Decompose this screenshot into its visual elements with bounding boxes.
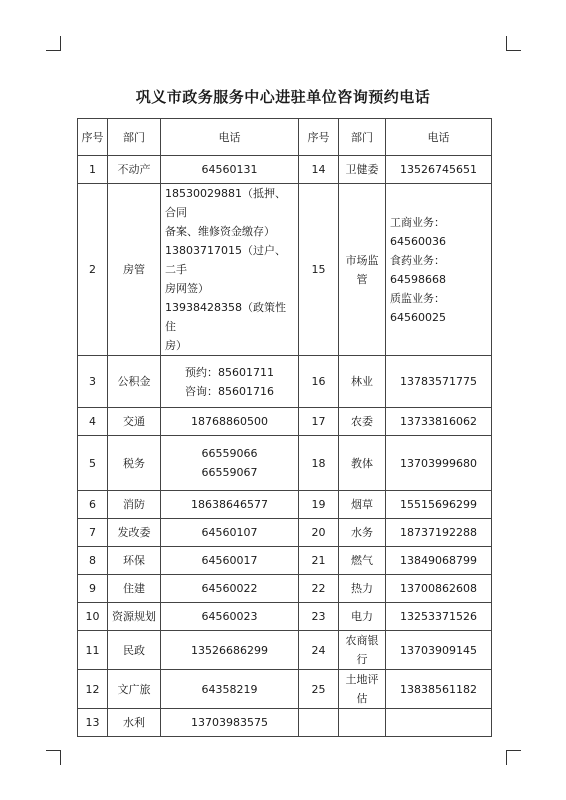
cell-dept: 消防 [108, 491, 161, 519]
cell-dept: 市场监管 [339, 184, 386, 356]
phone-line: 13938428358（政策性住 [165, 301, 286, 333]
page-title: 巩义市政务服务中心进驻单位咨询预约电话 [135, 88, 431, 106]
cell-dept [339, 709, 386, 737]
cell-dept: 卫健委 [339, 156, 386, 184]
phone-line: 房网签） [165, 282, 209, 295]
phone-line: 18530029881（抵押、合同 [165, 187, 286, 219]
table-row [78, 547, 492, 575]
table-row [78, 603, 492, 631]
table-row [78, 356, 492, 408]
cell-dept: 公积金 [108, 356, 161, 408]
phone-line: 预约：85601711 [185, 365, 274, 379]
cell-phone [161, 491, 299, 519]
cell-dept: 农商银行 [339, 631, 386, 670]
table-header-row [78, 119, 492, 156]
phone-line: 13526745651 [400, 163, 477, 176]
cell-no: 25 [299, 670, 339, 709]
cell-dept: 燃气 [339, 547, 386, 575]
table-row [78, 575, 492, 603]
cell-phone [161, 547, 299, 575]
phone-line: 15515696299 [400, 498, 477, 511]
phone-line: 13803717015（过户、二手 [165, 244, 286, 276]
cell-no: 18 [299, 436, 339, 491]
cell-no: 3 [78, 356, 108, 408]
cell-phone [161, 670, 299, 709]
phone-line: 64560023 [201, 610, 258, 623]
cell-no: 14 [299, 156, 339, 184]
cell-phone [386, 436, 492, 491]
phone-line: 64560022 [201, 582, 258, 595]
cell-phone [161, 436, 299, 491]
cell-no: 15 [299, 184, 339, 356]
phone-line: 咨询：85601716 [185, 384, 274, 398]
cell-dept: 文广旅 [108, 670, 161, 709]
phone-line: 13849068799 [400, 554, 477, 567]
corner-mark-top-left [46, 36, 61, 51]
phone-line: 64560107 [201, 526, 258, 539]
cell-no: 2 [78, 184, 108, 356]
cell-dept: 水利 [108, 709, 161, 737]
cell-phone [161, 709, 299, 737]
phone-line: 食药业务：64598668 [390, 253, 446, 286]
cell-dept: 税务 [108, 436, 161, 491]
cell-no: 7 [78, 519, 108, 547]
cell-phone [386, 670, 492, 709]
header-phone: 电话 [161, 119, 299, 156]
phone-line: 13838561182 [400, 682, 477, 696]
phone-line: 13733816062 [400, 415, 477, 428]
cell-phone [386, 547, 492, 575]
phone-line: 质监业务：64560025 [390, 291, 446, 324]
phone-line: 18737192288 [400, 526, 477, 539]
cell-dept: 林业 [339, 356, 386, 408]
cell-phone [386, 491, 492, 519]
cell-no: 4 [78, 408, 108, 436]
phone-line: 13526686299 [191, 643, 268, 657]
phone-line: 备案、维修资金缴存） [165, 225, 275, 238]
cell-no: 1 [78, 156, 108, 184]
cell-phone [386, 156, 492, 184]
cell-dept: 住建 [108, 575, 161, 603]
cell-no: 16 [299, 356, 339, 408]
header-no: 序号 [78, 119, 108, 156]
header-no: 序号 [299, 119, 339, 156]
cell-no: 20 [299, 519, 339, 547]
cell-no: 11 [78, 631, 108, 670]
cell-dept: 热力 [339, 575, 386, 603]
cell-phone [161, 356, 299, 408]
table-row [78, 436, 492, 491]
cell-phone [386, 356, 492, 408]
cell-phone [161, 156, 299, 184]
cell-no [299, 709, 339, 737]
cell-no: 21 [299, 547, 339, 575]
cell-no: 24 [299, 631, 339, 670]
corner-mark-bottom-left [46, 750, 61, 765]
table-row [78, 491, 492, 519]
cell-phone [161, 631, 299, 670]
phone-line: 13703999680 [400, 456, 477, 470]
cell-no: 17 [299, 408, 339, 436]
cell-dept: 教体 [339, 436, 386, 491]
cell-dept: 农委 [339, 408, 386, 436]
cell-phone [386, 408, 492, 436]
phone-line: 13253371526 [400, 610, 477, 623]
phone-line: 工商业务：64560036 [390, 215, 446, 248]
phone-line: 18768860500 [191, 415, 268, 428]
corner-mark-bottom-right [506, 750, 521, 765]
phone-line: 13700862608 [400, 582, 477, 595]
table-row [78, 408, 492, 436]
cell-dept: 交通 [108, 408, 161, 436]
cell-no: 10 [78, 603, 108, 631]
cell-phone [161, 408, 299, 436]
cell-no: 8 [78, 547, 108, 575]
phone-line: 64560131 [201, 163, 258, 176]
cell-dept: 不动产 [108, 156, 161, 184]
phone-line: 13703983575 [191, 716, 268, 729]
cell-dept: 烟草 [339, 491, 386, 519]
cell-dept: 土地评估 [339, 670, 386, 709]
phone-line: 66559066 [201, 447, 258, 460]
cell-phone [386, 519, 492, 547]
cell-phone [386, 184, 492, 356]
cell-no: 9 [78, 575, 108, 603]
cell-dept: 资源规划 [108, 603, 161, 631]
phone-line: 66559067 [201, 466, 258, 479]
cell-no: 22 [299, 575, 339, 603]
cell-phone [386, 575, 492, 603]
table-row [78, 670, 492, 709]
phone-line: 13703909145 [400, 643, 477, 657]
cell-no: 13 [78, 709, 108, 737]
cell-dept: 发改委 [108, 519, 161, 547]
header-dept: 部门 [108, 119, 161, 156]
cell-no: 6 [78, 491, 108, 519]
phone-line: 64560017 [201, 554, 258, 567]
table-row [78, 156, 492, 184]
phone-line: 房） [165, 339, 187, 352]
cell-dept: 房管 [108, 184, 161, 356]
cell-phone [161, 184, 299, 356]
cell-dept: 环保 [108, 547, 161, 575]
cell-no: 19 [299, 491, 339, 519]
cell-phone [161, 575, 299, 603]
contact-table [77, 118, 492, 737]
phone-line: 18638646577 [191, 498, 268, 511]
cell-no: 5 [78, 436, 108, 491]
cell-phone [386, 603, 492, 631]
table-row [78, 519, 492, 547]
cell-dept: 民政 [108, 631, 161, 670]
cell-phone [386, 709, 492, 737]
cell-dept: 水务 [339, 519, 386, 547]
cell-dept: 电力 [339, 603, 386, 631]
header-phone: 电话 [386, 119, 492, 156]
cell-no: 12 [78, 670, 108, 709]
phone-line: 64358219 [201, 682, 258, 696]
header-dept: 部门 [339, 119, 386, 156]
cell-no: 23 [299, 603, 339, 631]
cell-phone [161, 603, 299, 631]
table-row [78, 631, 492, 670]
cell-phone [161, 519, 299, 547]
corner-mark-top-right [506, 36, 521, 51]
cell-phone [386, 631, 492, 670]
table-row [78, 184, 492, 356]
phone-line: 13783571775 [400, 375, 477, 388]
table-row [78, 709, 492, 737]
